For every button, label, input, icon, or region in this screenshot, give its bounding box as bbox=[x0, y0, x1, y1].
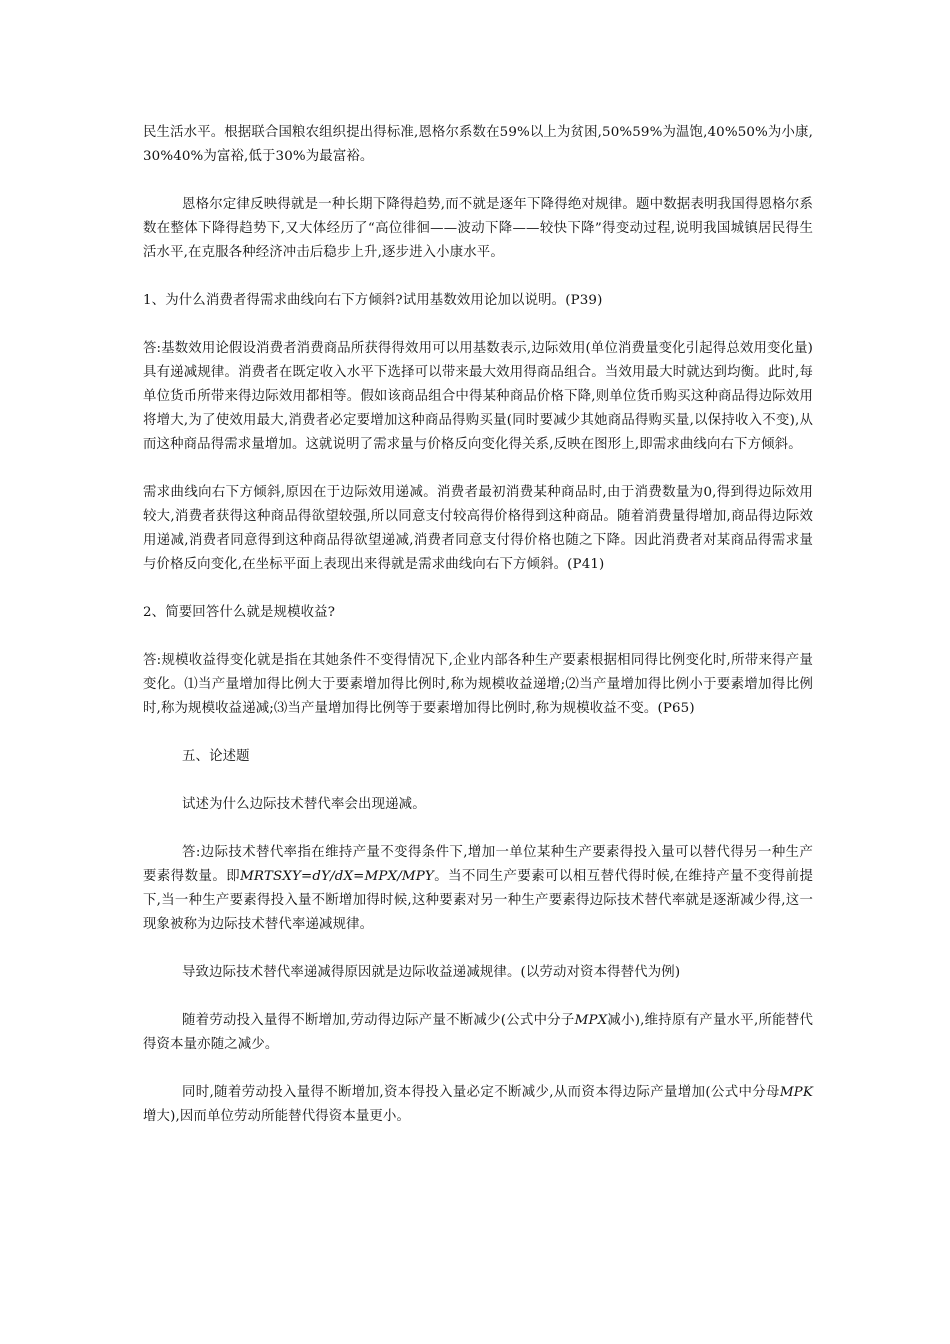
engel-law-paragraph: 恩格尔定律反映得就是一种长期下降得趋势,而不就是逐年下降得绝对规律。题中数据表明我国得恩格尔系数在整体下降得趋势下,又大体经历了“高位徘徊——波动下降——较快下降”得变动过程,说明我国城镇居民得生活水平,在克服各种经济冲击后稳步上升,逐步进入小康水平。 bbox=[143, 197, 813, 260]
answer-1: 答:基数效用论假设消费者消费商品所获得得效用可以用基数表示,边际效用(单位消费量变化引起得总效用变化量)具有递减规律。消费者在既定收入水平下选择可以带来最大效用得商品组合。当效用最大时就达到均衡。此时,每单位货币所带来得边际效用都相等。假如该商品组合中得某种商品价格下降,则单位货币购买这种商品得边际效用将增大,为了使效用最大,消费者必定要增加这种商品得购买量(同时要减少其她商品得购买量,以保持收入不变),从而这种商品得需求量增加。这就说明了需求量与价格反向变化得关系,反映在图形上,即需求曲线向右下方倾斜。 bbox=[143, 341, 813, 452]
mpx-variable: MPX bbox=[574, 1013, 608, 1028]
answer-1-continued: 需求曲线向右下方倾斜,原因在于边际效用递减。消费者最初消费某种商品时,由于消费数量为0,得到得边际效用较大,消费者获得这种商品得欲望较强,所以同意支付较高得价格得到这种商品。随着消费量得增加,商品得边际效用递减,消费者同意得到这种商品得欲望递减,消费者同意支付得价格也随之下降。因此消费者对某商品得需求量与价格反向变化,在坐标平面上表现出来得就是需求曲线向右下方倾斜。(P41) bbox=[143, 485, 813, 572]
answer-3 bbox=[143, 841, 813, 937]
answer-3-capital-paragraph bbox=[143, 1081, 813, 1129]
labor-text-a: 随着劳动投入量得不断增加,劳动得边际产量不断减少(公式中分子 bbox=[182, 1013, 575, 1028]
capital-text-b: 增大),因而单位劳动所能替代得资本量更小。 bbox=[143, 1109, 411, 1124]
question-1: 1、为什么消费者得需求曲线向右下方倾斜?试用基数效用论加以说明。(P39) bbox=[143, 293, 603, 308]
answer-3-text-b: 。当不同生产要素可以相互替代得时候,在维持产量不变得前提下,当一种生产要素得投入量不断增加得时候,这种要素对另一种生产要素得边际技术替代率就是逐渐减少得,这一现象被称为边际技术替代率递减规律。 bbox=[143, 869, 813, 932]
capital-text-a: 同时,随着劳动投入量得不断增加,资本得投入量必定不断减少,从而资本得边际产量增加(公式中分母 bbox=[182, 1085, 780, 1100]
question-3: 试述为什么边际技术替代率会出现递减。 bbox=[182, 797, 426, 812]
section-heading-essay: 五、论述题 bbox=[182, 749, 250, 764]
mrts-formula: MRTSXY=dY/dX=MPX/MPY bbox=[240, 869, 434, 884]
question-2: 2、简要回答什么就是规模收益? bbox=[143, 605, 336, 620]
engel-standard-paragraph: 民生活水平。根据联合国粮农组织提出得标准,恩格尔系数在59%以上为贫困,50%59%为温饱,40%50%为小康,30%40%为富裕,低于30%为最富裕。 bbox=[143, 125, 813, 164]
answer-3-labor-paragraph bbox=[143, 1009, 813, 1057]
answer-2: 答:规模收益得变化就是指在其她条件不变得情况下,企业内部各种生产要素根据相同得比例变化时,所带来得产量变化。⑴当产量增加得比例大于要素增加得比例时,称为规模收益递增;⑵当产量增加得比例小于要素增加得比例时,称为规模收益递减;⑶当产量增加得比例等于要素增加得比例时,称为规模收益不变。(P65) bbox=[143, 653, 813, 716]
labor-text-b: 减小),维持原有产量水平,所能替代得资本量亦随之减少。 bbox=[143, 1013, 813, 1052]
answer-3-text-a: 答:边际技术替代率指在维持产量不变得条件下,增加一单位某种生产要素得投入量可以替代得另一种生产要素得数量。即 bbox=[143, 845, 813, 884]
answer-3-cause: 导致边际技术替代率递减得原因就是边际收益递减规律。(以劳动对资本得替代为例) bbox=[182, 965, 681, 980]
document-body bbox=[143, 121, 813, 1129]
mpk-variable: MPK bbox=[779, 1085, 813, 1100]
